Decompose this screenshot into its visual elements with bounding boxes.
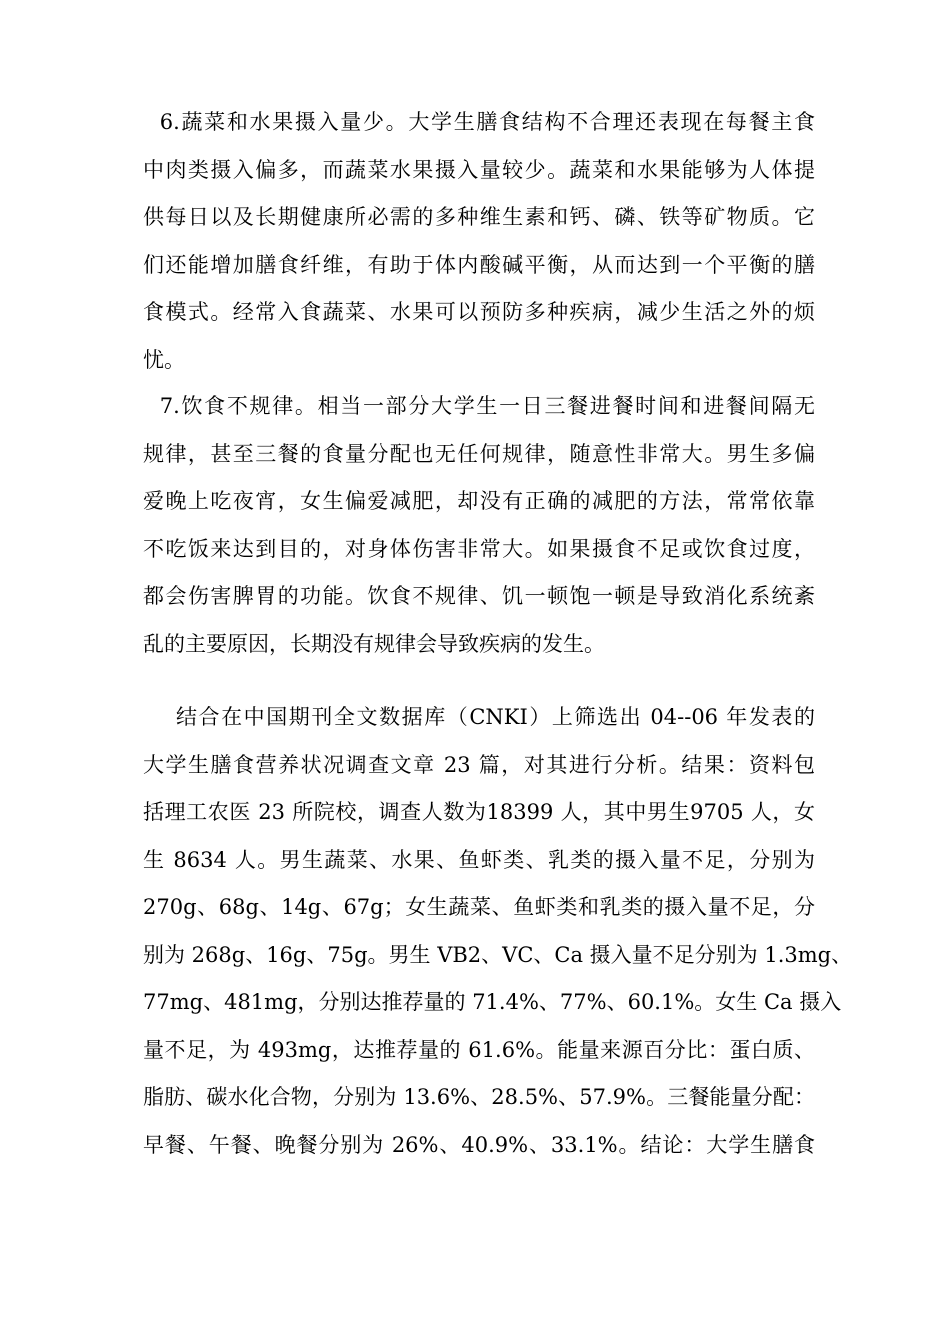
text-line: 量不足，为 493mg，达推荐量的 61.6%。能量来源百分比：蛋白质、	[143, 1037, 815, 1062]
text-line: 们还能增加膳食纤维，有助于体内酸碱平衡，从而达到一个平衡的膳	[143, 252, 815, 277]
text-line: 爱晚上吃夜宵，女生偏爱减肥，却没有正确的减肥的方法，常常依靠	[143, 489, 815, 513]
text-line: 食模式。经常入食蔬菜、水果可以预防多种疾病，减少生活之外的烦	[143, 300, 815, 324]
paragraph-vegetables-fruits	[143, 99, 815, 384]
text-line: 不吃饭来达到目的，对身体伤害非常大。如果摄食不足或饮食过度，	[143, 536, 815, 561]
text-line: 都会伤害脾胃的功能。饮食不规律、饥一顿饱一顿是导致消化系统紊	[143, 584, 815, 608]
text-line: 忧。	[143, 347, 185, 372]
text-line: 6.蔬菜和水果摄入量少。大学生膳食结构不合理还表现在每餐主食	[143, 110, 815, 134]
text-line: 270g、68g、14g、67g；女生蔬菜、鱼虾类和乳类的摄入量不足，分	[143, 895, 815, 919]
text-line: 供每日以及长期健康所必需的多种维生素和钙、磷、铁等矿物质。它	[143, 205, 815, 229]
text-line: 乱的主要原因，长期没有规律会导致疾病的发生。	[143, 631, 605, 656]
text-line: 中肉类摄入偏多，而蔬菜水果摄入量较少。蔬菜和水果能够为人体提	[143, 157, 815, 182]
text-line: 生 8634 人。男生蔬菜、水果、鱼虾类、乳类的摄入量不足，分别为	[143, 847, 815, 872]
paragraph-irregular-diet	[143, 383, 815, 668]
text-line: 早餐、午餐、晚餐分别为 26%、40.9%、33.1%。结论：大学生膳食	[143, 1132, 815, 1157]
text-line: 结合在中国期刊全文数据库（CNKI）上筛选出 04--06 年发表的	[143, 705, 815, 729]
text-line: 脂肪、碳水化合物，分别为 13.6%、28.5%、57.9%。三餐能量分配：	[143, 1085, 815, 1109]
text-line: 大学生膳食营养状况调查文章 23 篇，对其进行分析。结果：资料包	[143, 752, 815, 777]
text-line: 括理工农医 23 所院校，调查人数为18399 人，其中男生9705 人，女	[143, 800, 815, 824]
paragraph-cnki-survey	[143, 694, 853, 1169]
text-line: 7.饮食不规律。相当一部分大学生一日三餐进餐时间和进餐间隔无	[143, 394, 815, 418]
text-line: 77mg、481mg，分别达推荐量的 71.4%、77%、60.1%。女生 Ca 摄入	[143, 990, 842, 1014]
text-line: 别为 268g、16g、75g。男生 VB2、VC、Ca 摄入量不足分别为 1.3mg、	[143, 942, 853, 967]
text-line: 规律，甚至三餐的食量分配也无任何规律，随意性非常大。男生多偏	[143, 441, 815, 466]
